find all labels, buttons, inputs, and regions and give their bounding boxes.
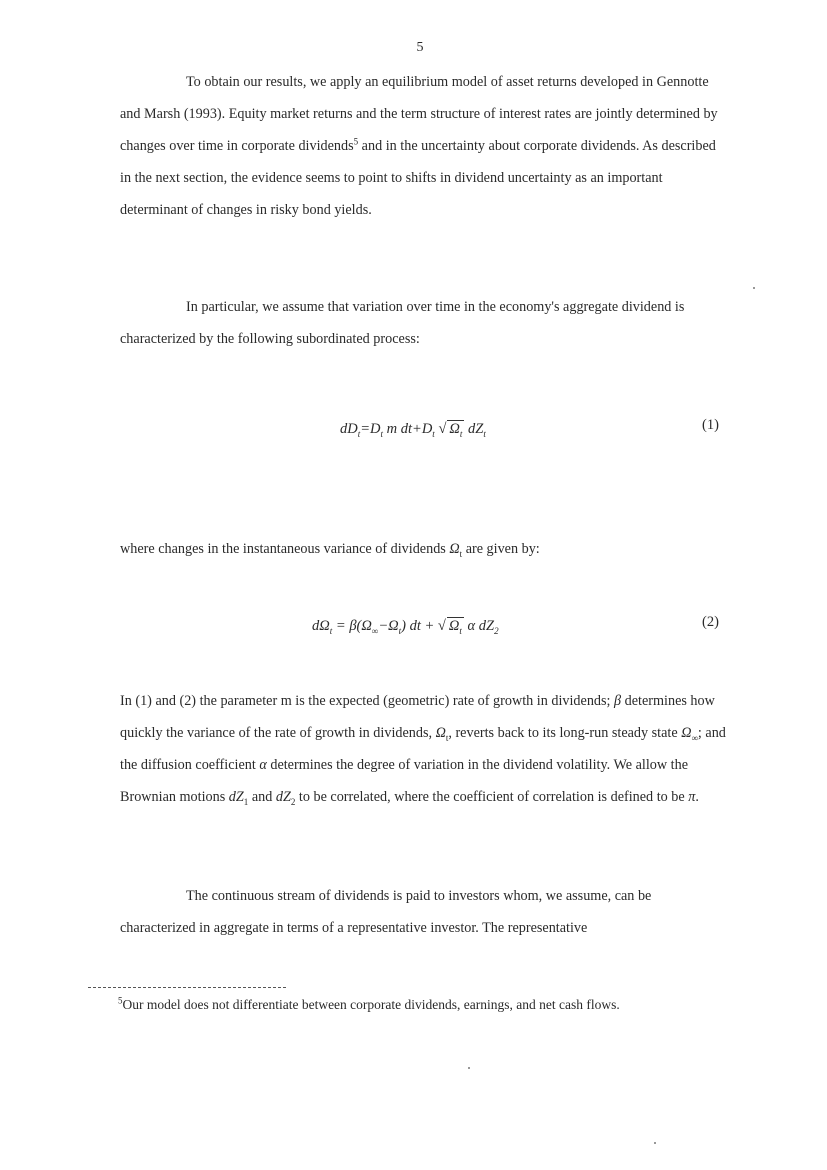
footnote: $^5$Our model does not differentiate between corporate dividends, earnings, and net cash flows. — [118, 995, 620, 1012]
footnote-marker: 5 — [353, 136, 359, 147]
paragraph-dividend-process: In particular, we assume that variation over time in the economy's aggregate dividend is characterized by the following subordinated process: — [120, 299, 685, 347]
equation-1: $dD_t=D_t$ m $dt+D_t$ √ $\Omega_t$ $dZ_t$ — [340, 421, 486, 439]
equation-2: $d\Omega_t = \beta(\Omega_\infty-\Omega_t)$ dt + √ $\Omega_t$ α $dZ_2$ — [312, 618, 499, 636]
paragraph-parameters: In (1) and (2) the parameter m is the expected (geometric) rate of growth in dividends; β determines how quickly the variance of the rate of growth in dividends, $\Omega_t$, reverts back to its long-run steady state $\Omega_\infty$; and the diffusion coefficient α determines the degree of variation in the dividend volatility. We allow the Brownian motions $dZ_1$ and $dZ_2$ to be correlated, where the coefficient of correlation is defined to be π. — [120, 693, 726, 807]
scan-speck — [468, 1067, 470, 1069]
footnote-number: 5 — [118, 995, 123, 1006]
scan-speck — [753, 287, 755, 289]
equation-2-number: (2) — [702, 614, 719, 630]
equation-1-number: (1) — [702, 417, 719, 433]
paragraph-variance-intro: where changes in the instantaneous variance of dividends $\Omega_t$ are given by: — [120, 541, 540, 559]
paragraph-model-intro: To obtain our results, we apply an equilibrium model of asset returns developed in Gennotte and Marsh (1993). Equity market returns and the term structure of interest rates are jointly determined by changes over time in corporate dividends$^5$ and in the uncertainty about corporate dividends. As described in the next section, the evidence seems to point to shifts in dividend uncertainty as an important determinant of changes in risky bond yields. — [120, 74, 718, 218]
paragraph-representative-investor: The continuous stream of dividends is paid to investors whom, we assume, can be characterized in aggregate in terms of a representative investor. The representative — [120, 888, 652, 936]
footnote-rule — [88, 987, 286, 988]
page-number: 5 — [416, 40, 424, 55]
scan-speck — [654, 1142, 656, 1144]
